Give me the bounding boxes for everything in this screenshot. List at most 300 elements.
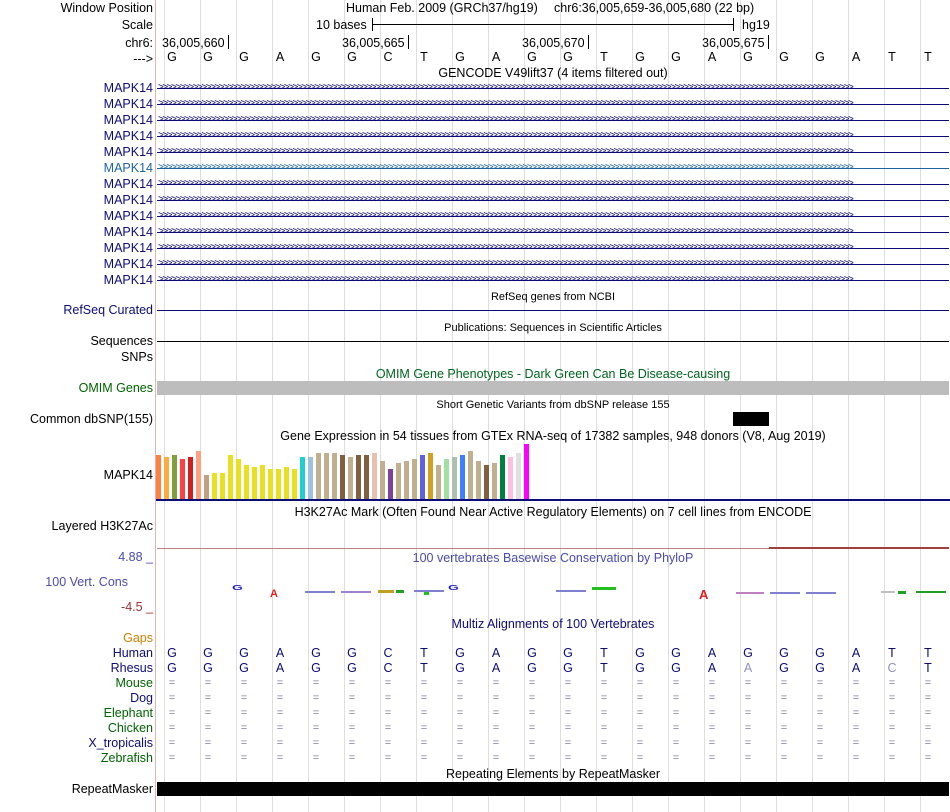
alignment-base: G bbox=[455, 661, 465, 675]
repeatmasker-track-label[interactable]: RepeatMasker bbox=[71, 782, 153, 796]
alignment-base: = bbox=[744, 737, 752, 749]
phylop-max-label: 4.88 _ bbox=[118, 550, 153, 564]
alignment-base: = bbox=[276, 692, 284, 704]
phylop-track-label[interactable]: 100 Vert. Cons bbox=[45, 575, 128, 589]
ruler-tick bbox=[588, 35, 589, 49]
alignment-base: = bbox=[312, 707, 320, 719]
base-letter: G bbox=[311, 50, 321, 64]
alignment-base: = bbox=[420, 737, 428, 749]
ruler-tick-label: 36,005,665 bbox=[342, 36, 405, 50]
strand-arrows: >>>>>>>>>>>>>>>>>>>>>>>>>>>>>>>>>>>>>>>>>>>>>>>>>>>>>>>>>>>>>>>>>>>>>>>>>>>>>>>>>>>>>>>>>>>>>>>>>>>>>>>>>>>>>>>>>>>>>>>>>>>>>>>>>>>>>>>>>>>>>>>>>>>>>>>>>>>>>>>> bbox=[158, 195, 853, 205]
alignment-base: A bbox=[275, 646, 285, 660]
alignment-base: G bbox=[203, 646, 213, 660]
gtex-tissue-bar[interactable] bbox=[516, 453, 521, 499]
gtex-tissue-bar[interactable] bbox=[292, 469, 297, 499]
strand-arrows: >>>>>>>>>>>>>>>>>>>>>>>>>>>>>>>>>>>>>>>>>>>>>>>>>>>>>>>>>>>>>>>>>>>>>>>>>>>>>>>>>>>>>>>>>>>>>>>>>>>>>>>>>>>>>>>>>>>>>>>>>>>>>>>>>>>>>>>>>>>>>>>>>>>>>>>>>>>>>>>> bbox=[158, 227, 853, 237]
alignment-base: = bbox=[168, 722, 176, 734]
alignment-base: = bbox=[384, 752, 392, 764]
alignment-base: = bbox=[564, 677, 572, 689]
alignment-base: = bbox=[564, 707, 572, 719]
strand-arrows: >>>>>>>>>>>>>>>>>>>>>>>>>>>>>>>>>>>>>>>>>>>>>>>>>>>>>>>>>>>>>>>>>>>>>>>>>>>>>>>>>>>>>>>>>>>>>>>>>>>>>>>>>>>>>>>>>>>>>>>>>>>>>>>>>>>>>>>>>>>>>>>>>>>>>>>>>>>>>>>> bbox=[158, 99, 853, 109]
alignment-base: = bbox=[780, 707, 788, 719]
alignment-base: = bbox=[348, 692, 356, 704]
scale-bar-right-tick bbox=[733, 18, 734, 31]
gtex-tissue-bar[interactable] bbox=[172, 455, 177, 499]
h3k27ac-signal-low bbox=[157, 548, 769, 549]
alignment-base: = bbox=[312, 677, 320, 689]
alignment-base: T bbox=[924, 661, 932, 675]
assembly-name: Human Feb. 2009 (GRCh37/hg19) bbox=[346, 1, 538, 15]
alignment-base: = bbox=[816, 737, 824, 749]
alignment-base: = bbox=[420, 752, 428, 764]
alignment-base: = bbox=[600, 722, 608, 734]
alignment-base: G bbox=[167, 646, 177, 660]
alignment-base: = bbox=[204, 752, 212, 764]
alignment-base: = bbox=[780, 692, 788, 704]
alignment-base: = bbox=[168, 752, 176, 764]
alignment-base: = bbox=[564, 752, 572, 764]
alignment-base: = bbox=[636, 737, 644, 749]
alignment-base: = bbox=[744, 692, 752, 704]
alignment-base: = bbox=[852, 722, 860, 734]
strand-arrows: >>>>>>>>>>>>>>>>>>>>>>>>>>>>>>>>>>>>>>>>>>>>>>>>>>>>>>>>>>>>>>>>>>>>>>>>>>>>>>>>>>>>>>>>>>>>>>>>>>>>>>>>>>>>>>>>>>>>>>>>>>>>>>>>>>>>>>>>>>>>>>>>>>>>>>>>>>>>>>>> bbox=[158, 275, 853, 285]
position-readout: chr6:36,005,659-36,005,680 (22 bp) bbox=[554, 1, 755, 15]
alignment-base: = bbox=[888, 722, 896, 734]
base-letter: G bbox=[635, 50, 645, 64]
species-label[interactable]: X_tropicalis bbox=[88, 736, 153, 750]
strand-arrows: >>>>>>>>>>>>>>>>>>>>>>>>>>>>>>>>>>>>>>>>>>>>>>>>>>>>>>>>>>>>>>>>>>>>>>>>>>>>>>>>>>>>>>>>>>>>>>>>>>>>>>>>>>>>>>>>>>>>>>>>>>>>>>>>>>>>>>>>>>>>>>>>>>>>>>>>>>>>>>>> bbox=[158, 115, 853, 125]
alignment-base: = bbox=[420, 677, 428, 689]
alignment-base: = bbox=[780, 677, 788, 689]
gtex-tissue-bar[interactable] bbox=[252, 467, 257, 499]
alignment-base: G bbox=[311, 661, 321, 675]
svg-text:G: G bbox=[232, 584, 243, 592]
gtex-tissue-bar[interactable] bbox=[244, 465, 249, 499]
gtex-tissue-bar[interactable] bbox=[268, 469, 273, 499]
alignment-base: = bbox=[420, 692, 428, 704]
gtex-tissue-bar[interactable] bbox=[388, 469, 393, 499]
gencode-gene-label[interactable]: MAPK14 bbox=[103, 129, 153, 143]
scale-db-label: hg19 bbox=[742, 18, 770, 32]
gtex-tissue-bar[interactable] bbox=[428, 453, 433, 499]
alignment-base: G bbox=[563, 661, 573, 675]
alignment-base: A bbox=[707, 661, 717, 675]
alignment-base: T bbox=[420, 661, 428, 675]
alignment-base: = bbox=[312, 722, 320, 734]
strand-arrows: >>>>>>>>>>>>>>>>>>>>>>>>>>>>>>>>>>>>>>>>>>>>>>>>>>>>>>>>>>>>>>>>>>>>>>>>>>>>>>>>>>>>>>>>>>>>>>>>>>>>>>>>>>>>>>>>>>>>>>>>>>>>>>>>>>>>>>>>>>>>>>>>>>>>>>>>>>>>>>>> bbox=[158, 179, 853, 189]
gtex-tissue-bar[interactable] bbox=[212, 473, 217, 499]
strand-arrows: >>>>>>>>>>>>>>>>>>>>>>>>>>>>>>>>>>>>>>>>>>>>>>>>>>>>>>>>>>>>>>>>>>>>>>>>>>>>>>>>>>>>>>>>>>>>>>>>>>>>>>>>>>>>>>>>>>>>>>>>>>>>>>>>>>>>>>>>>>>>>>>>>>>>>>>>>>>>>>>> bbox=[158, 131, 853, 141]
alignment-base: G bbox=[167, 661, 177, 675]
scale-bases-label: 10 bases bbox=[316, 18, 367, 32]
alignment-row bbox=[0, 690, 950, 706]
alignment-base: = bbox=[852, 737, 860, 749]
alignment-base: G bbox=[779, 646, 789, 660]
gtex-gene-line bbox=[156, 499, 950, 501]
alignment-base: = bbox=[636, 677, 644, 689]
gtex-tissue-bar[interactable] bbox=[164, 457, 169, 499]
alignment-base: = bbox=[348, 752, 356, 764]
alignment-base: = bbox=[708, 737, 716, 749]
strand-arrows: >>>>>>>>>>>>>>>>>>>>>>>>>>>>>>>>>>>>>>>>>>>>>>>>>>>>>>>>>>>>>>>>>>>>>>>>>>>>>>>>>>>>>>>>>>>>>>>>>>>>>>>>>>>>>>>>>>>>>>>>>>>>>>>>>>>>>>>>>>>>>>>>>>>>>>>>>>>>>>>> bbox=[158, 147, 853, 157]
gencode-gene-label[interactable]: MAPK14 bbox=[103, 113, 153, 127]
alignment-base: = bbox=[240, 677, 248, 689]
gtex-tissue-bar[interactable] bbox=[324, 453, 329, 499]
gtex-tissue-bar[interactable] bbox=[380, 461, 385, 499]
alignment-base: C bbox=[383, 661, 393, 675]
alignment-base: = bbox=[492, 692, 500, 704]
base-letter: G bbox=[815, 50, 825, 64]
gtex-tissue-bar[interactable] bbox=[308, 457, 313, 499]
alignment-base: = bbox=[636, 752, 644, 764]
gtex-tissue-bar[interactable] bbox=[180, 459, 185, 499]
phylop-track-title: 100 vertebrates Basewise Conservation by PhyloP bbox=[412, 551, 694, 565]
alignment-base: A bbox=[275, 661, 285, 675]
alignment-base: G bbox=[455, 646, 465, 660]
alignment-base: = bbox=[780, 722, 788, 734]
alignment-base: = bbox=[240, 737, 248, 749]
alignment-base: T bbox=[888, 646, 896, 660]
alignment-row bbox=[0, 645, 950, 661]
gencode-gene-label[interactable]: MAPK14 bbox=[103, 177, 153, 191]
gencode-gene-label[interactable]: MAPK14 bbox=[103, 209, 153, 223]
base-letter: T bbox=[888, 50, 896, 64]
alignment-base: = bbox=[312, 752, 320, 764]
gtex-tissue-bar[interactable] bbox=[340, 455, 345, 499]
svg-text:A: A bbox=[270, 588, 278, 600]
alignment-base: = bbox=[888, 707, 896, 719]
species-label[interactable]: Rhesus bbox=[110, 661, 153, 675]
alignment-base: = bbox=[384, 677, 392, 689]
alignment-base: = bbox=[348, 707, 356, 719]
alignment-base: A bbox=[491, 646, 501, 660]
alignment-base: = bbox=[276, 737, 284, 749]
gencode-gene-label[interactable]: MAPK14 bbox=[103, 225, 153, 239]
alignment-base: = bbox=[852, 677, 860, 689]
base-letter: A bbox=[275, 50, 285, 64]
base-letter: T bbox=[420, 50, 428, 64]
strand-arrows: >>>>>>>>>>>>>>>>>>>>>>>>>>>>>>>>>>>>>>>>>>>>>>>>>>>>>>>>>>>>>>>>>>>>>>>>>>>>>>>>>>>>>>>>>>>>>>>>>>>>>>>>>>>>>>>>>>>>>>>>>>>>>>>>>>>>>>>>>>>>>>>>>>>>>>>>>>>>>>>> bbox=[158, 163, 853, 173]
alignment-base: = bbox=[492, 752, 500, 764]
gtex-tissue-bar[interactable] bbox=[236, 459, 241, 499]
alignment-base: = bbox=[384, 707, 392, 719]
alignment-base: = bbox=[924, 692, 932, 704]
ruler-tick-label: 36,005,670 bbox=[522, 36, 585, 50]
alignment-base: = bbox=[564, 722, 572, 734]
alignment-base: = bbox=[456, 722, 464, 734]
gtex-tissue-bar[interactable] bbox=[332, 453, 337, 499]
alignment-row bbox=[0, 735, 950, 751]
alignment-row bbox=[0, 720, 950, 736]
gtex-tissue-bar[interactable] bbox=[300, 457, 305, 499]
alignment-base: = bbox=[672, 677, 680, 689]
gtex-tissue-bar[interactable] bbox=[156, 455, 161, 499]
strand-arrows: >>>>>>>>>>>>>>>>>>>>>>>>>>>>>>>>>>>>>>>>>>>>>>>>>>>>>>>>>>>>>>>>>>>>>>>>>>>>>>>>>>>>>>>>>>>>>>>>>>>>>>>>>>>>>>>>>>>>>>>>>>>>>>>>>>>>>>>>>>>>>>>>>>>>>>>>>>>>>>>> bbox=[158, 259, 853, 269]
alignment-base: = bbox=[600, 752, 608, 764]
refseq-track-title: RefSeq genes from NCBI bbox=[490, 291, 616, 303]
alignment-base: = bbox=[276, 707, 284, 719]
alignment-base: = bbox=[348, 677, 356, 689]
gtex-tissue-bar[interactable] bbox=[412, 459, 417, 499]
alignment-base: T bbox=[600, 646, 608, 660]
base-letter: G bbox=[527, 50, 537, 64]
snps-track-label[interactable]: SNPs bbox=[121, 350, 153, 364]
gaps-label: Gaps bbox=[123, 631, 153, 645]
gtex-track-label[interactable]: MAPK14 bbox=[103, 468, 153, 482]
alignment-base: = bbox=[708, 677, 716, 689]
gtex-tissue-bar[interactable] bbox=[476, 461, 481, 499]
gtex-tissue-bar[interactable] bbox=[396, 463, 401, 499]
alignment-base: = bbox=[348, 722, 356, 734]
ruler-tick-label: 36,005,675 bbox=[702, 36, 765, 50]
base-letter: G bbox=[563, 50, 573, 64]
reference-sequence bbox=[0, 49, 950, 65]
alignment-base: = bbox=[204, 692, 212, 704]
alignment-base: = bbox=[276, 752, 284, 764]
gtex-tissue-bar[interactable] bbox=[436, 465, 441, 499]
alignment-base: T bbox=[420, 646, 428, 660]
alignment-base: G bbox=[203, 661, 213, 675]
base-letter: G bbox=[671, 50, 681, 64]
h3k27ac-track-title: H3K27Ac Mark (Often Found Near Active Regulatory Elements) on 7 cell lines from ENCODE bbox=[294, 505, 812, 519]
gtex-track-title: Gene Expression in 54 tissues from GTEx RNA-seq of 17382 samples, 948 donors (V8, Aug 2019) bbox=[280, 429, 826, 443]
alignment-base: G bbox=[635, 646, 645, 660]
repeat-element-block[interactable] bbox=[157, 782, 949, 796]
alignment-base: = bbox=[420, 707, 428, 719]
window-position-label: Window Position bbox=[60, 1, 153, 15]
alignment-base: A bbox=[707, 646, 717, 660]
base-letter: G bbox=[167, 50, 177, 64]
alignment-base: = bbox=[852, 692, 860, 704]
alignment-base: G bbox=[671, 646, 681, 660]
alignment-base: = bbox=[924, 752, 932, 764]
alignment-base: = bbox=[816, 707, 824, 719]
gtex-tissue-bar[interactable] bbox=[364, 455, 369, 499]
species-label[interactable]: Dog bbox=[130, 691, 153, 705]
dbsnp-track-label[interactable]: Common dbSNP(155) bbox=[30, 412, 153, 426]
species-label[interactable]: Human bbox=[112, 646, 153, 660]
alignment-base: = bbox=[312, 737, 320, 749]
gtex-tissue-bar[interactable] bbox=[484, 465, 489, 499]
alignment-base: = bbox=[528, 722, 536, 734]
omim-track-label[interactable]: OMIM Genes bbox=[78, 381, 153, 395]
phylop-min-label: -4.5 _ bbox=[121, 600, 153, 614]
alignment-base: G bbox=[743, 646, 753, 660]
alignment-base: = bbox=[888, 752, 896, 764]
dbsnp-track-title: Short Genetic Variants from dbSNP release 155 bbox=[436, 399, 670, 411]
svg-text:A: A bbox=[699, 587, 709, 602]
alignment-base: = bbox=[600, 677, 608, 689]
alignment-base: G bbox=[563, 646, 573, 660]
alignment-base: G bbox=[635, 661, 645, 675]
h3k27ac-track-label[interactable]: Layered H3K27Ac bbox=[51, 519, 153, 533]
gencode-track-title: GENCODE V49lift37 (4 items filtered out) bbox=[438, 66, 668, 80]
gtex-expression-bars[interactable] bbox=[156, 444, 556, 499]
ruler-tick bbox=[408, 35, 409, 49]
pubs-track-title: Publications: Sequences in Scientific Articles bbox=[444, 322, 662, 334]
gtex-tissue-bar[interactable] bbox=[228, 455, 233, 499]
alignment-base: = bbox=[888, 692, 896, 704]
alignment-base: = bbox=[708, 692, 716, 704]
ruler-tick bbox=[768, 35, 769, 49]
gtex-tissue-bar[interactable] bbox=[276, 469, 281, 499]
alignment-base: = bbox=[924, 722, 932, 734]
gencode-gene-label[interactable]: MAPK14 bbox=[103, 273, 153, 287]
alignment-base: = bbox=[600, 707, 608, 719]
gtex-tissue-bar[interactable] bbox=[372, 453, 377, 499]
base-letter: G bbox=[239, 50, 249, 64]
gtex-tissue-bar[interactable] bbox=[460, 455, 465, 499]
gtex-tissue-bar[interactable] bbox=[204, 475, 209, 499]
gencode-gene-label[interactable]: MAPK14 bbox=[103, 193, 153, 207]
gtex-tissue-bar[interactable] bbox=[444, 459, 449, 499]
alignment-base: = bbox=[924, 677, 932, 689]
species-label[interactable]: Mouse bbox=[115, 676, 153, 690]
omim-gene-block[interactable] bbox=[157, 381, 949, 395]
gtex-tissue-bar[interactable] bbox=[524, 444, 529, 499]
gtex-tissue-bar[interactable] bbox=[196, 451, 201, 499]
gtex-tissue-bar[interactable] bbox=[260, 465, 265, 499]
alignment-base: C bbox=[383, 646, 393, 660]
alignment-base: = bbox=[240, 692, 248, 704]
alignment-base: = bbox=[708, 707, 716, 719]
alignment-base: = bbox=[168, 692, 176, 704]
alignment-base: = bbox=[888, 737, 896, 749]
gtex-tissue-bar[interactable] bbox=[508, 457, 513, 499]
alignment-base: = bbox=[204, 737, 212, 749]
pubs-track-label[interactable]: Sequences bbox=[90, 334, 153, 348]
h3k27ac-signal-high bbox=[769, 547, 949, 549]
alignment-base: C bbox=[887, 661, 897, 675]
refseq-track-line bbox=[157, 310, 949, 311]
alignment-base: T bbox=[600, 661, 608, 675]
gencode-gene-label[interactable]: MAPK14 bbox=[103, 257, 153, 271]
alignment-base: = bbox=[672, 707, 680, 719]
alignment-base: = bbox=[240, 722, 248, 734]
base-letter: A bbox=[851, 50, 861, 64]
alignment-base: G bbox=[239, 661, 249, 675]
gtex-tissue-bar[interactable] bbox=[420, 455, 425, 499]
species-label[interactable]: Zebrafish bbox=[100, 751, 153, 765]
alignment-base: = bbox=[636, 722, 644, 734]
gtex-tissue-bar[interactable] bbox=[348, 457, 353, 499]
species-label[interactable]: Chicken bbox=[107, 721, 153, 735]
alignment-row bbox=[0, 750, 950, 766]
alignment-base: G bbox=[527, 661, 537, 675]
gtex-tissue-bar[interactable] bbox=[356, 455, 361, 499]
base-letter: A bbox=[491, 50, 501, 64]
gencode-gene-label[interactable]: MAPK14 bbox=[103, 145, 153, 159]
alignment-base: = bbox=[456, 707, 464, 719]
alignment-base: = bbox=[564, 737, 572, 749]
alignment-base: = bbox=[852, 752, 860, 764]
alignment-base: = bbox=[312, 692, 320, 704]
alignment-base: = bbox=[492, 737, 500, 749]
alignment-base: = bbox=[744, 752, 752, 764]
gencode-gene-label[interactable]: MAPK14 bbox=[103, 97, 153, 111]
alignment-base: G bbox=[239, 646, 249, 660]
alignment-base: = bbox=[528, 707, 536, 719]
alignment-base: = bbox=[528, 677, 536, 689]
base-letter: T bbox=[924, 50, 932, 64]
base-letter: G bbox=[347, 50, 357, 64]
gtex-tissue-bar[interactable] bbox=[492, 463, 497, 499]
gtex-tissue-bar[interactable] bbox=[468, 451, 473, 499]
scale-label: Scale bbox=[121, 18, 153, 32]
strand-arrows: >>>>>>>>>>>>>>>>>>>>>>>>>>>>>>>>>>>>>>>>>>>>>>>>>>>>>>>>>>>>>>>>>>>>>>>>>>>>>>>>>>>>>>>>>>>>>>>>>>>>>>>>>>>>>>>>>>>>>>>>>>>>>>>>>>>>>>>>>>>>>>>>>>>>>>>>>>>>>>>> bbox=[158, 83, 853, 93]
gtex-tissue-bar[interactable] bbox=[188, 457, 193, 499]
alignment-base: = bbox=[636, 707, 644, 719]
alignment-base: T bbox=[924, 646, 932, 660]
alignment-base: = bbox=[636, 692, 644, 704]
gtex-tissue-bar[interactable] bbox=[452, 457, 457, 499]
base-letter: G bbox=[743, 50, 753, 64]
refseq-track-label[interactable]: RefSeq Curated bbox=[63, 303, 153, 317]
alignment-base: = bbox=[456, 737, 464, 749]
species-label[interactable]: Elephant bbox=[103, 706, 153, 720]
alignment-base: = bbox=[600, 737, 608, 749]
alignment-base: A bbox=[851, 646, 861, 660]
ruler-tick-label: 36,005,660 bbox=[162, 36, 225, 50]
alignment-base: = bbox=[528, 737, 536, 749]
alignment-base: G bbox=[779, 661, 789, 675]
alignment-base: G bbox=[527, 646, 537, 660]
base-letter: G bbox=[779, 50, 789, 64]
gtex-tissue-bar[interactable] bbox=[284, 467, 289, 499]
alignment-base: = bbox=[348, 737, 356, 749]
alignment-base: = bbox=[384, 722, 392, 734]
chrom-label: chr6: bbox=[125, 36, 153, 50]
alignment-base: = bbox=[816, 677, 824, 689]
alignment-base: G bbox=[815, 661, 825, 675]
gencode-gene-label[interactable]: MAPK14 bbox=[103, 81, 153, 95]
base-letter: A bbox=[707, 50, 717, 64]
multiz-track-title: Multiz Alignments of 100 Vertebrates bbox=[451, 617, 655, 631]
alignment-base: = bbox=[276, 722, 284, 734]
alignment-base: = bbox=[816, 752, 824, 764]
base-letter: G bbox=[203, 50, 213, 64]
alignment-base: = bbox=[240, 707, 248, 719]
base-letter: C bbox=[383, 50, 393, 64]
ruler-tick bbox=[228, 35, 229, 49]
alignment-base: = bbox=[780, 752, 788, 764]
omim-track-title: OMIM Gene Phenotypes - Dark Green Can Be Disease-causing bbox=[375, 367, 731, 381]
strand-arrows: >>>>>>>>>>>>>>>>>>>>>>>>>>>>>>>>>>>>>>>>>>>>>>>>>>>>>>>>>>>>>>>>>>>>>>>>>>>>>>>>>>>>>>>>>>>>>>>>>>>>>>>>>>>>>>>>>>>>>>>>>>>>>>>>>>>>>>>>>>>>>>>>>>>>>>>>>>>>>>>> bbox=[158, 243, 853, 253]
alignment-base: A bbox=[851, 661, 861, 675]
gtex-tissue-bar[interactable] bbox=[220, 473, 225, 499]
alignment-base: A bbox=[491, 661, 501, 675]
snp-variant-block[interactable] bbox=[733, 412, 769, 426]
alignment-base: G bbox=[311, 646, 321, 660]
alignment-base: = bbox=[168, 707, 176, 719]
alignment-base: = bbox=[672, 722, 680, 734]
gtex-tissue-bar[interactable] bbox=[316, 453, 321, 499]
alignment-base: = bbox=[204, 707, 212, 719]
alignment-base: = bbox=[204, 677, 212, 689]
alignment-base: = bbox=[456, 677, 464, 689]
alignment-base: = bbox=[672, 752, 680, 764]
phylop-conservation-logo bbox=[156, 575, 950, 605]
alignment-base: = bbox=[384, 737, 392, 749]
gencode-gene-label[interactable]: MAPK14 bbox=[103, 161, 153, 175]
gencode-gene-label[interactable]: MAPK14 bbox=[103, 241, 153, 255]
alignment-base: = bbox=[168, 677, 176, 689]
gtex-tissue-bar[interactable] bbox=[404, 461, 409, 499]
svg-text:G: G bbox=[448, 584, 459, 592]
alignment-base: = bbox=[384, 692, 392, 704]
alignment-base: = bbox=[816, 722, 824, 734]
gtex-tissue-bar[interactable] bbox=[500, 455, 505, 499]
